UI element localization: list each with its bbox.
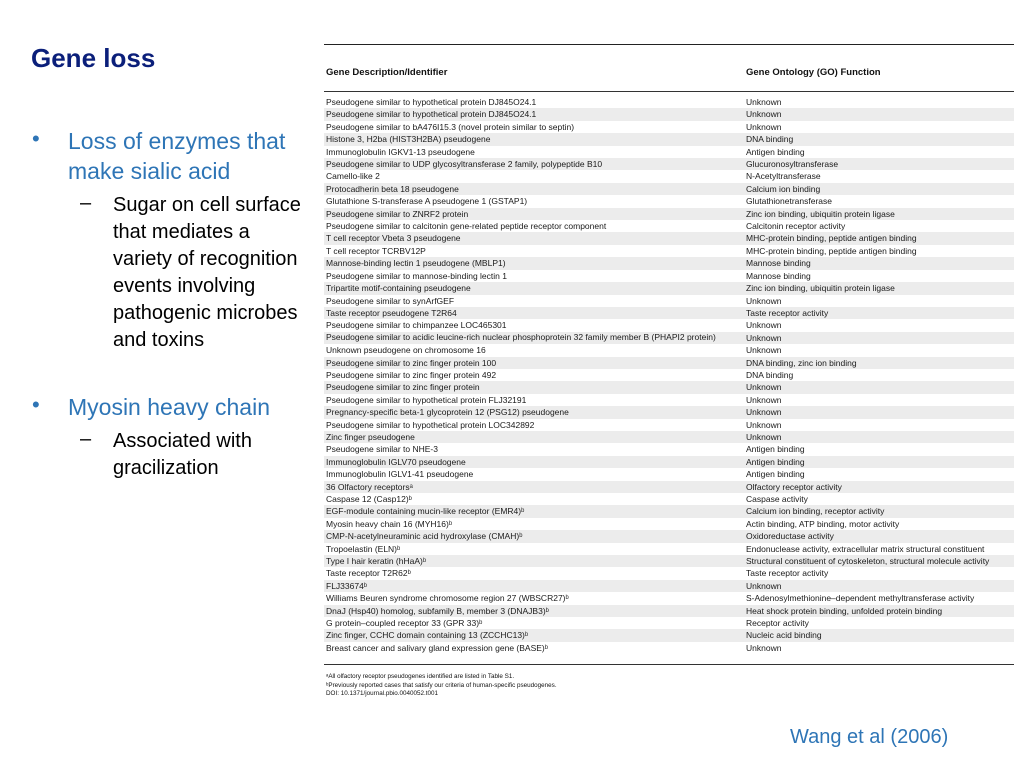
gene-description-cell: Pseudogene similar to NHE-3 [326,444,438,455]
gene-description-cell: Immunoglobulin IGLV1-41 pseudogene [326,469,474,480]
gene-description-cell: Williams Beuren syndrome chromosome region 27 (WBSCR27)ᵇ [326,593,569,604]
gene-description-cell: Pseudogene similar to ZNRF2 protein [326,208,469,219]
go-function-cell: Structural constituent of cytoskeleton, structural molecule activity [746,556,990,567]
gene-description-cell: G protein–coupled receptor 33 (GPR 33)ᵇ [326,618,483,629]
go-function-cell: Glutathionetransferase [746,196,832,207]
gene-description-cell: Pseudogene similar to bA476I15.3 (novel protein similar to septin) [326,121,575,132]
go-function-cell: Unknown [746,580,782,591]
gene-description-cell: Protocadherin beta 18 pseudogene [326,183,459,194]
table-row [324,555,1014,567]
header-gene-description: Gene Description/Identifier [326,67,448,78]
table-row [324,158,1014,170]
go-function-cell: Antigen binding [746,146,805,157]
table-row [324,369,1014,381]
bullet-text: Myosin heavy chain [68,394,270,420]
gene-description-cell: Caspase 12 (Casp12)ᵇ [326,494,412,504]
table-row [324,530,1014,542]
table-row [324,567,1014,579]
table-row [324,443,1014,455]
go-function-cell: Unknown [746,382,782,393]
table-row [324,295,1014,307]
gene-description-cell: FLJ33674ᵇ [326,580,368,591]
gene-description-cell: EGF-module containing mucin-like receptor (EMR4)ᵇ [326,506,525,517]
go-function-cell: MHC-protein binding, peptide antigen binding [746,245,917,256]
table-row [324,257,1014,269]
table-row [324,232,1014,244]
go-function-cell: Antigen binding [746,444,805,455]
gene-description-cell: Pregnancy-specific beta-1 glycoprotein 12 (PSG12) pseudogene [326,407,569,418]
table-row [324,183,1014,195]
go-function-cell: Unknown [746,109,782,120]
sub-bullet-list [68,428,305,482]
dash-icon: – [80,428,92,450]
gene-description-cell: Histone 3, H2ba (HIST3H2BA) pseudogene [326,134,491,145]
header-go-function: Gene Ontology (GO) Function [746,67,881,78]
bullet-list [30,126,305,486]
sub-bullet-text: Sugar on cell surface that mediates a variety of recognition events involving pathogenic microbes and toxins [113,194,301,351]
go-function-cell: Unknown [746,345,782,356]
table-row [324,518,1014,530]
bullet-dot-icon: • [32,126,40,151]
table-row [324,580,1014,592]
table-row [324,592,1014,604]
gene-description-cell: Pseudogene similar to hypothetical protein DJ845O24.1 [326,109,537,120]
table-row [324,431,1014,443]
table-row [324,307,1014,319]
gene-description-cell: 36 Olfactory receptorsᵃ [326,481,413,492]
go-function-cell: Mannose binding [746,258,811,269]
table-row [324,468,1014,480]
slide-title: Gene loss [31,43,156,73]
table-row [324,493,1014,505]
gene-description-cell: Unknown pseudogene on chromosome 16 [326,345,486,356]
go-function-cell: DNA binding [746,369,794,380]
go-function-cell: Zinc ion binding, ubiquitin protein ligase [746,208,895,219]
sub-bullet-item [68,192,305,354]
table-row [324,170,1014,182]
table-row [324,642,1014,654]
go-function-cell: Caspase activity [746,494,808,504]
sub-bullet-text: Associated with gracilization [113,430,252,479]
gene-description-cell: Pseudogene similar to zinc finger protein 492 [326,369,497,380]
go-function-cell: Actin binding, ATP binding, motor activity [746,518,900,529]
gene-description-cell: Tripartite motif-containing pseudogene [326,283,471,294]
table-row [324,121,1014,133]
gene-description-cell: Tropoelastin (ELN)ᵇ [326,543,401,554]
gene-description-cell: T cell receptor Vbeta 3 pseudogene [326,233,461,244]
table-row [324,344,1014,356]
table-row [324,96,1014,108]
table-row [324,282,1014,294]
bullet-text: Loss of enzymes that make sialic acid [68,128,286,184]
gene-description-cell: Pseudogene similar to acidic leucine-rich nuclear phosphoprotein 32 family member B (PHAPI2 protein) [326,331,716,342]
table-row [324,406,1014,418]
table-row [324,394,1014,406]
gene-description-cell: Camello-like 2 [326,171,380,182]
go-function-cell: Unknown [746,97,782,107]
bullet-item [30,126,305,354]
gene-description-cell: Type I hair keratin (hHaA)ᵇ [326,556,427,567]
gene-description-cell: Zinc finger, CCHC domain containing 13 (ZCCHC13)ᵇ [326,630,529,641]
go-function-cell: Antigen binding [746,456,805,467]
table-row [324,629,1014,641]
go-function-cell: Unknown [746,419,782,430]
bullet-item [30,392,305,482]
go-function-cell: Oxidoreductase activity [746,531,834,542]
footnote: ᵇPreviously reported cases that satisfy our criteria of human-specific pseudogenes. [326,681,557,689]
go-function-cell: Calcium ion binding, receptor activity [746,506,885,517]
go-function-cell: Unknown [746,407,782,418]
table-row [324,543,1014,555]
table-row [324,605,1014,617]
go-function-cell: Glucuronosyltransferase [746,159,839,170]
table-row [324,133,1014,145]
gene-description-cell: Glutathione S-transferase A pseudogene 1 (GSTAP1) [326,196,528,207]
gene-description-cell: Taste receptor pseudogene T2R64 [326,307,457,318]
gene-description-cell: Pseudogene similar to zinc finger protein [326,382,480,393]
table-bottom-rule [324,664,1014,665]
table-row [324,245,1014,257]
table-row [324,419,1014,431]
table-row [324,108,1014,120]
table-row [324,381,1014,393]
gene-description-cell: Immunoglobulin IGLV70 pseudogene [326,456,466,467]
table-row [324,195,1014,207]
go-function-cell: Receptor activity [746,618,809,629]
table-row [324,146,1014,158]
go-function-cell: Nucleic acid binding [746,630,822,641]
footnote: ᵃAll olfactory receptor pseudogenes identified are listed in Table S1. [326,673,515,681]
table-row [324,220,1014,232]
gene-description-cell: Myosin heavy chain 16 (MYH16)ᵇ [326,518,453,529]
table-body [324,96,1014,654]
go-function-cell: N-Acetyltransferase [746,171,821,182]
table-row [324,481,1014,493]
gene-description-cell: Breast cancer and salivary gland expression gene (BASE)ᵇ [326,642,548,653]
gene-description-cell: Pseudogene similar to mannose-binding lectin 1 [326,270,507,281]
go-function-cell: S-Adenosylmethionine–dependent methyltransferase activity [746,593,975,604]
go-function-cell: Heat shock protein binding, unfolded protein binding [746,605,943,616]
bullet-dot-icon: • [32,392,40,417]
sub-bullet-list [68,192,305,354]
go-function-cell: Taste receptor activity [746,307,829,318]
table-row [324,456,1014,468]
go-function-cell: Antigen binding [746,469,805,480]
table-header-rule [324,91,1014,92]
go-function-cell: Taste receptor activity [746,568,829,579]
table-row [324,270,1014,282]
sub-bullet-item [68,428,305,482]
gene-description-cell: CMP-N-acetylneuraminic acid hydroxylase (CMAH)ᵇ [326,531,523,542]
gene-description-cell: Pseudogene similar to hypothetical protein FLJ32191 [326,394,527,405]
table-row [324,208,1014,220]
table-row [324,332,1014,344]
go-function-cell: Calcitonin receptor activity [746,221,846,232]
gene-description-cell: Pseudogene similar to UDP glycosyltransferase 2 family, polypeptide B10 [326,159,603,170]
gene-description-cell: Pseudogene similar to hypothetical protein LOC342892 [326,419,535,430]
gene-description-cell: Pseudogene similar to zinc finger protein 100 [326,357,497,368]
gene-description-cell: DnaJ (Hsp40) homolog, subfamily B, member 3 (DNAJB3)ᵇ [326,605,549,616]
go-function-cell: MHC-protein binding, peptide antigen binding [746,233,917,244]
citation: Wang et al (2006) [790,726,949,748]
go-function-cell: Zinc ion binding, ubiquitin protein ligase [746,283,895,294]
table-row [324,319,1014,331]
go-function-cell: DNA binding [746,134,794,145]
gene-description-cell: Immunoglobulin IGKV1-13 pseudogene [326,146,475,157]
gene-description-cell: Zinc finger pseudogene [326,431,415,442]
table-top-rule [324,44,1014,45]
footnote-doi: DOI: 10.1371/journal.pbio.0040052.t001 [326,690,439,698]
go-function-cell: Unknown [746,332,782,343]
gene-description-cell: Pseudogene similar to calcitonin gene-related peptide receptor component [326,221,607,232]
gene-description-cell: Pseudogene similar to synArfGEF [326,295,455,306]
table-row [324,617,1014,629]
gene-table [318,44,1014,699]
dash-icon: – [80,192,92,214]
table-header-row [318,67,1014,83]
gene-description-cell: T cell receptor TCRBV12P [326,245,426,256]
go-function-cell: DNA binding, zinc ion binding [746,357,857,368]
gene-description-cell: Pseudogene similar to hypothetical protein DJ845O24.1 [326,97,537,107]
go-function-cell: Unknown [746,320,782,331]
go-function-cell: Mannose binding [746,270,811,281]
go-function-cell: Unknown [746,121,782,132]
table-footnotes [318,673,1014,698]
go-function-cell: Unknown [746,431,782,442]
go-function-cell: Unknown [746,642,782,653]
go-function-cell: Unknown [746,295,782,306]
gene-description-cell: Pseudogene similar to chimpanzee LOC465301 [326,320,507,331]
go-function-cell: Unknown [746,394,782,405]
table-row [324,357,1014,369]
gene-description-cell: Taste receptor T2R62ᵇ [326,568,411,579]
go-function-cell: Endonuclease activity, extracellular matrix structural constituent [746,543,985,554]
go-function-cell: Olfactory receptor activity [746,481,842,492]
table-row [324,505,1014,517]
go-function-cell: Calcium ion binding [746,183,821,194]
gene-description-cell: Mannose-binding lectin 1 pseudogene (MBLP1) [326,258,506,269]
